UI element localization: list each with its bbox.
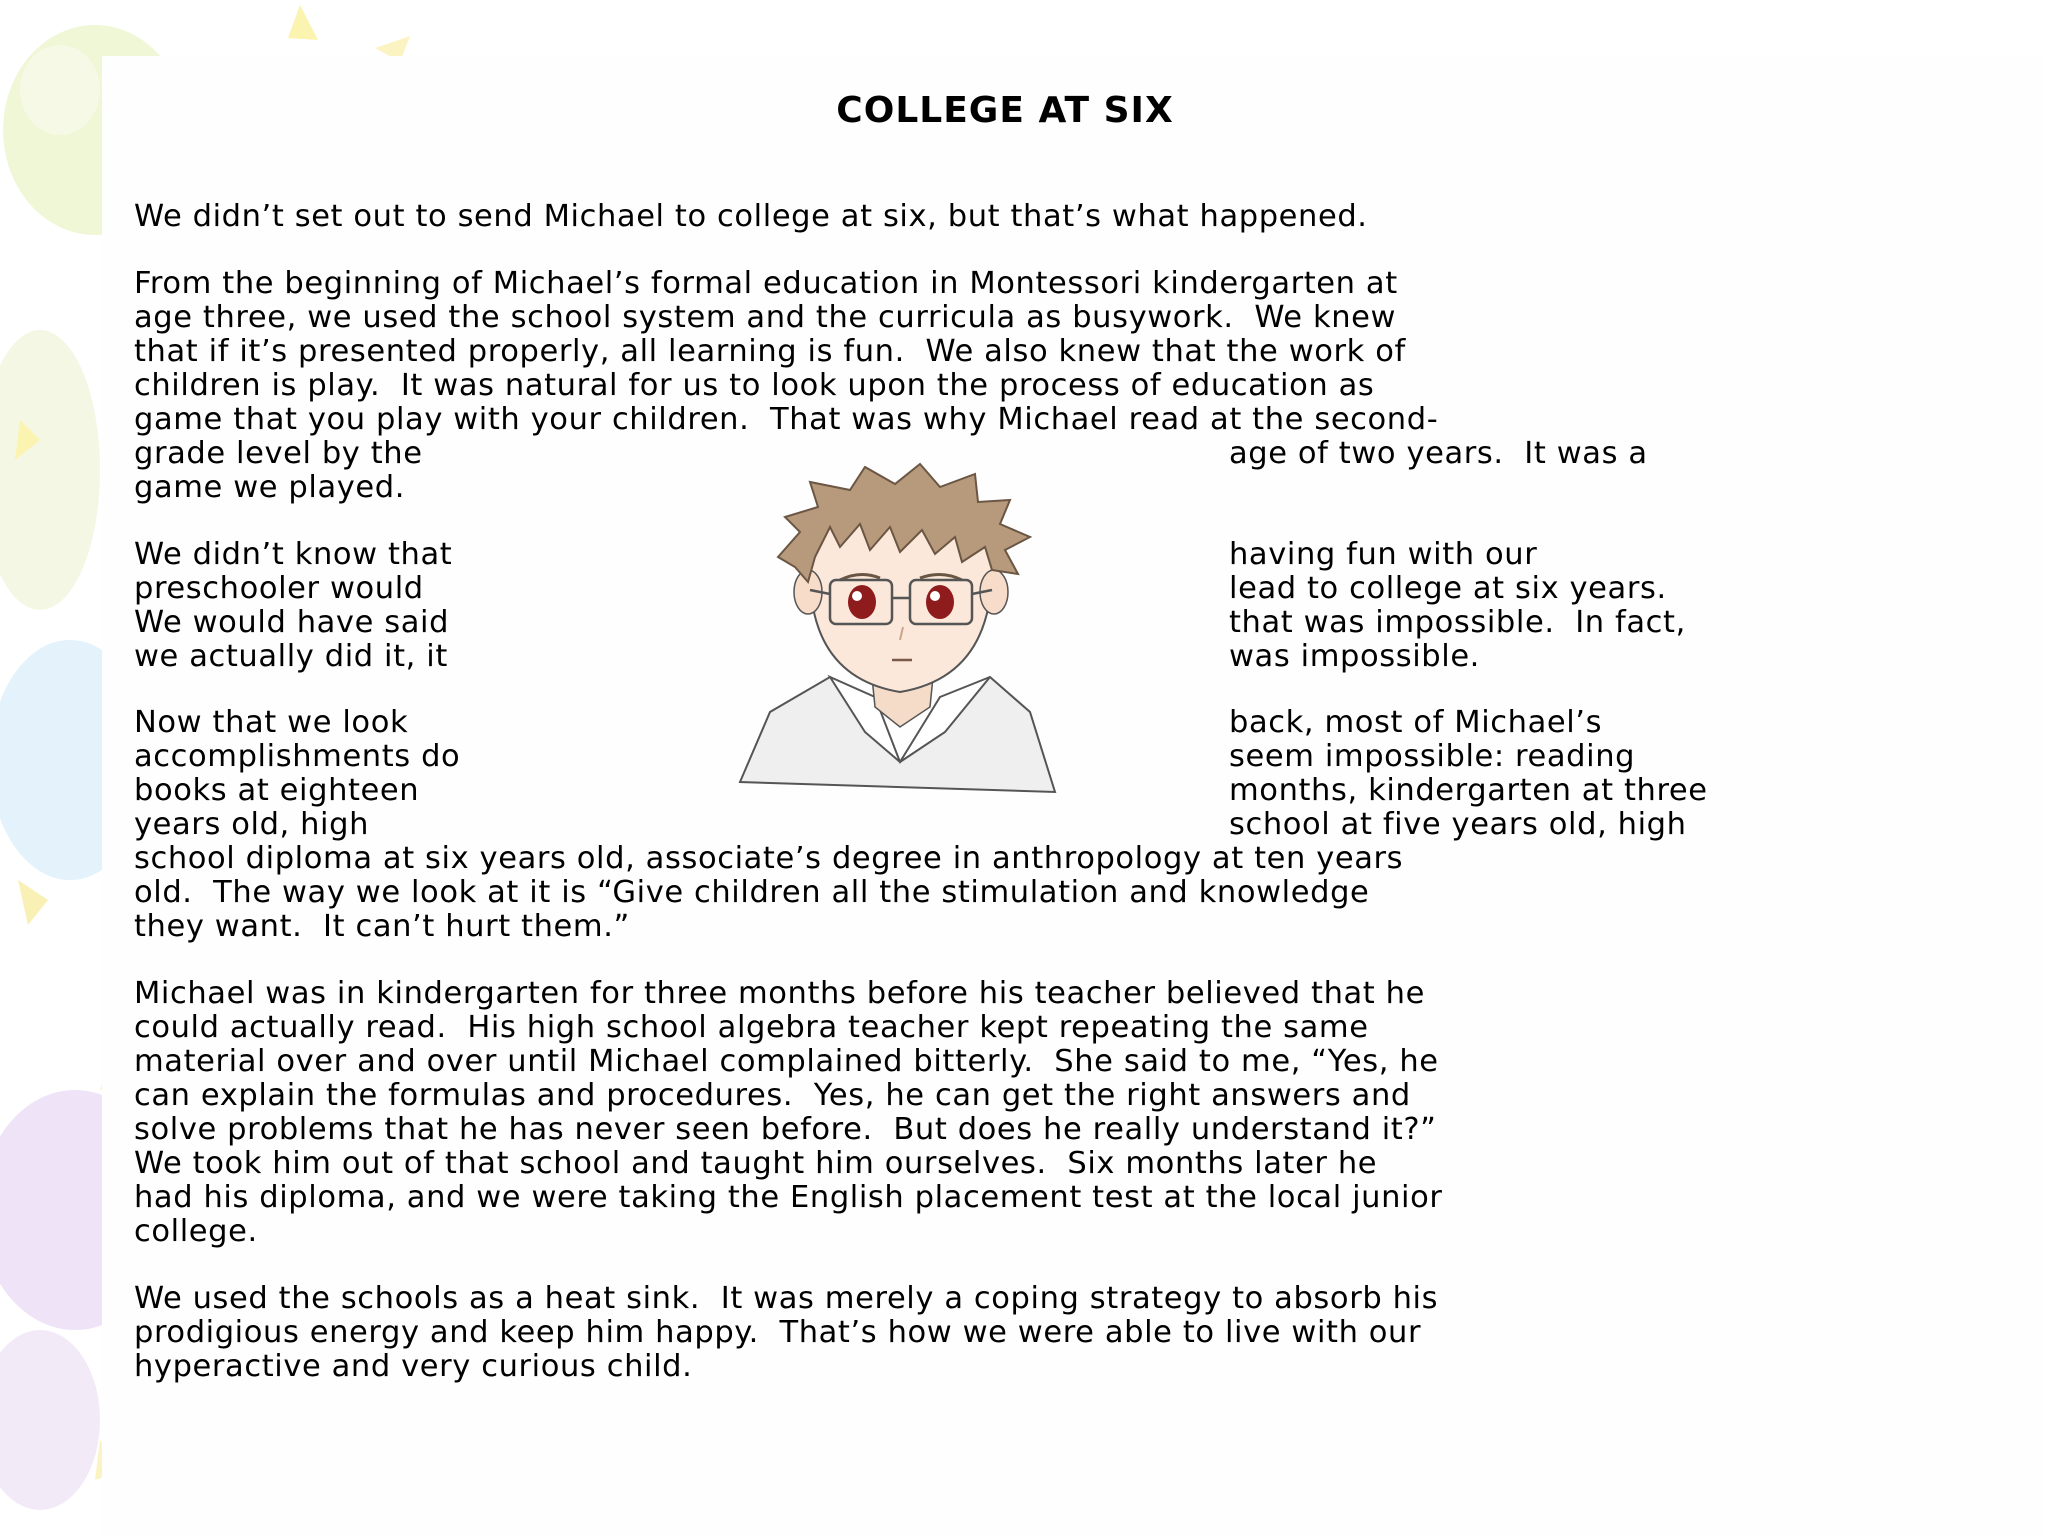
paragraph-line: had his diploma, and we were taking the English placement test at the local junior [134,1180,1443,1215]
paragraph-line: hyperactive and very curious child. [134,1349,693,1384]
paragraph-line: school diploma at six years old, associate’s degree in anthropology at ten years [134,841,1404,876]
paragraph-line: old. The way we look at it is “Give children all the stimulation and knowledge [134,875,1370,910]
paragraph-line: college. [134,1214,258,1249]
paragraph-line: We didn’t set out to send Michael to college at six, but that’s what happened. [134,199,1368,234]
paragraph-line: Michael was in kindergarten for three months before his teacher believed that he [134,976,1425,1011]
paragraph-line: age of two years. It was a [1229,436,1648,471]
confetti-decoration [288,5,318,40]
paragraph-line: seem impossible: reading [1229,739,1636,774]
paragraph-line: material over and over until Michael complained bitterly. She said to me, “Yes, he [134,1044,1439,1079]
paragraph-line: they want. It can’t hurt them.” [134,909,630,944]
paragraph-line: months, kindergarten at three [1229,773,1708,808]
paragraph-line: that was impossible. In fact, [1229,605,1686,640]
paragraph-line: preschooler would [134,571,424,606]
paragraph-line: having fun with our [1229,537,1538,572]
paragraph-line: We would have said [134,605,450,640]
paragraph-line: accomplishments do [134,739,461,774]
paragraph-line: years old, high [134,807,370,842]
paragraph-line: can explain the formulas and procedures. Yes, he can get the right answers and [134,1078,1411,1113]
paragraph-line: lead to college at six years. [1229,571,1667,606]
paragraph-line: could actually read. His high school algebra teacher kept repeating the same [134,1010,1369,1045]
paragraph-line: game we played. [134,470,406,505]
paragraph-line: was impossible. [1229,639,1480,674]
paragraph-line: children is play. It was natural for us to look upon the process of education as [134,368,1375,403]
paragraph-line: We took him out of that school and taught him ourselves. Six months later he [134,1146,1378,1181]
balloon-lightgreen-decoration [0,330,100,610]
page-title: COLLEGE AT SIX [836,90,1174,131]
paragraph-line: grade level by the [134,436,423,471]
boy-portrait-illustration [700,462,1092,812]
paragraph-line: age three, we used the school system and the curricula as busywork. We knew [134,300,1397,335]
paragraph-line: We used the schools as a heat sink. It was merely a coping strategy to absorb his [134,1281,1439,1316]
paragraph-line: books at eighteen [134,773,420,808]
paragraph-line: that if it’s presented properly, all learning is fun. We also knew that the work of [134,334,1406,369]
paragraph-line: We didn’t know that [134,537,453,572]
paragraph-line: we actually did it, it [134,639,448,674]
paragraph-line: back, most of Michael’s [1229,705,1603,740]
paragraph-line: solve problems that he has never seen before. But does he really understand it?” [134,1112,1437,1147]
paragraph-line: school at five years old, high [1229,807,1687,842]
paragraph-line: From the beginning of Michael’s formal education in Montessori kindergarten at [134,266,1398,301]
paragraph-line: prodigious energy and keep him happy. That’s how we were able to live with our [134,1315,1422,1350]
paragraph-line: game that you play with your children. That was why Michael read at the second- [134,402,1439,437]
paragraph-line: Now that we look [134,705,409,740]
